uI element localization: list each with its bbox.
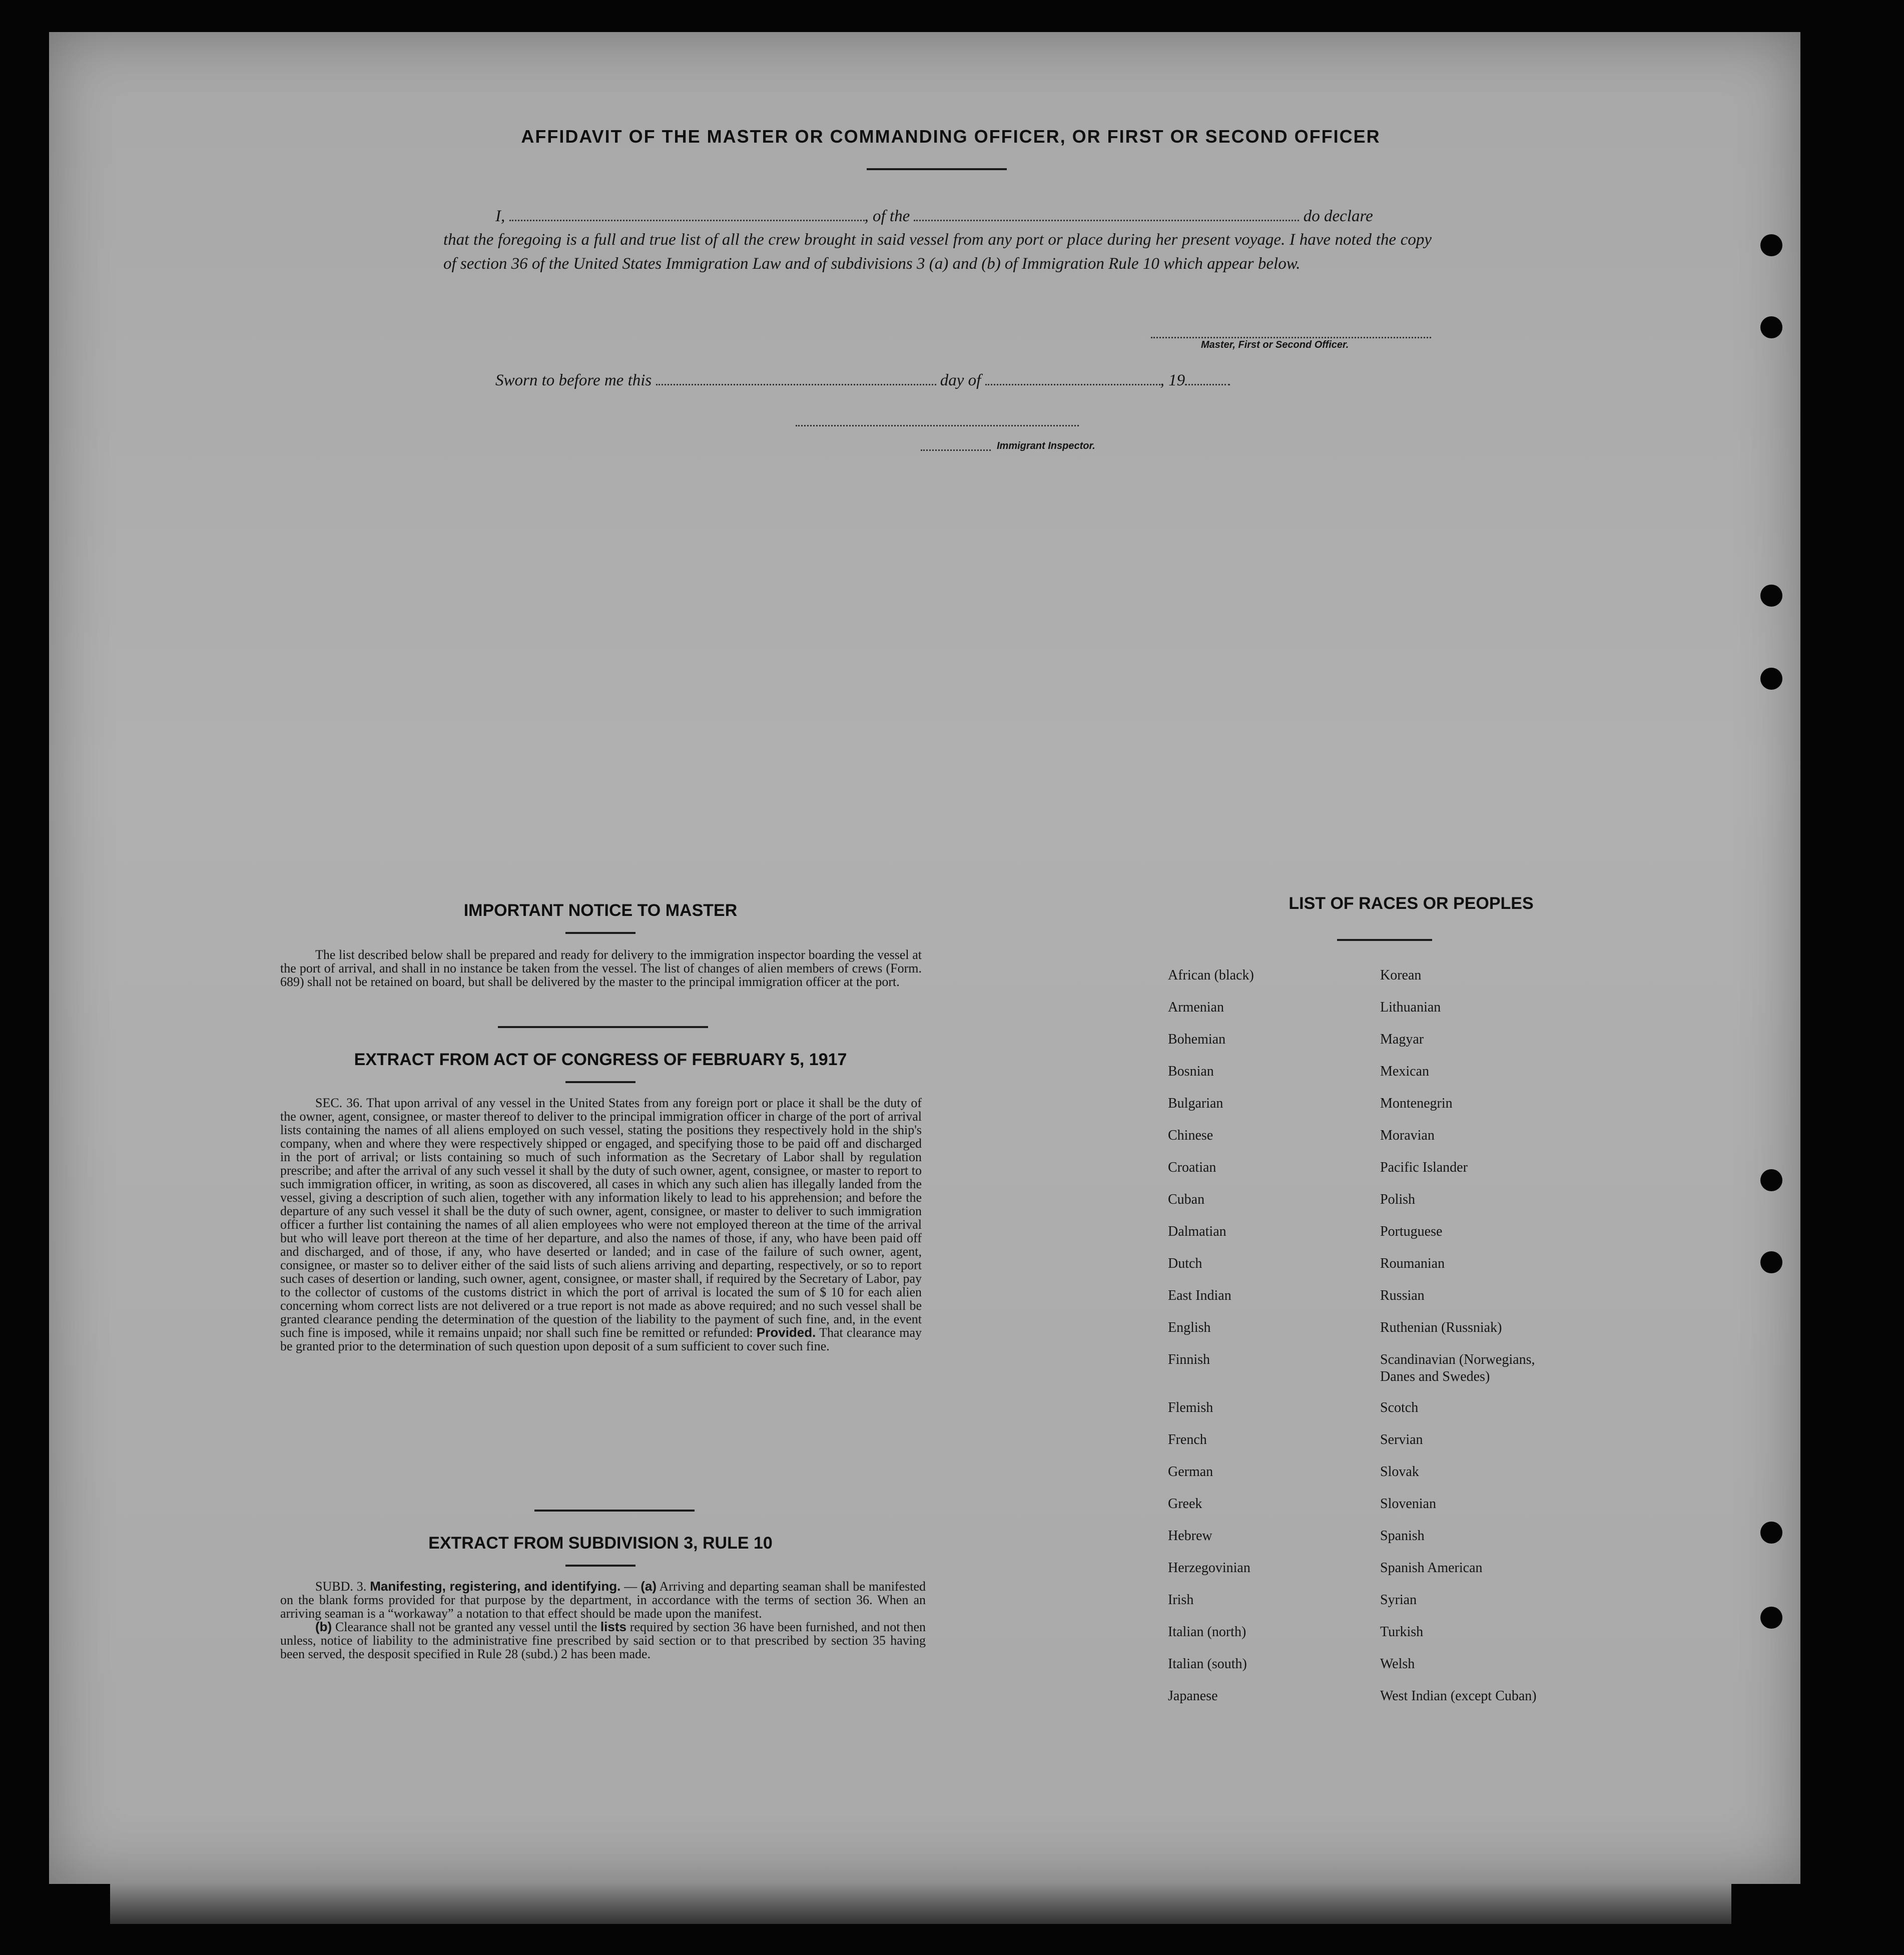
sworn-day-field[interactable] xyxy=(656,370,936,385)
extract-rule-text: SUBD. 3. Manifesting, registering, and identifying. — (a) Arriving and departing seaman shall be manifested on the blank forms provided for that purpose by the department, in accordance with the terms of section 36. When an arriving seaman is a “workaway” a notation to that effect should be made upon the manifest. (b) Clearance shall not be granted any vessel until the lists required by section 36 have been furnished, and not then unless, notice of liability to the administrative fine prescribed by said section or to that prescribed by section 35 having been served, the desposit specified in Rule 28 (subd.) 2 has been made. xyxy=(280,1579,926,1661)
race-item: Roumanian xyxy=(1380,1256,1445,1271)
signature-line xyxy=(1151,335,1431,338)
binder-hole xyxy=(1760,316,1782,338)
affidavit-body: that the foregoing is a full and true list of all the crew brought in said vessel from any port or place during her present voyage. I have noted the copy of section 36 of the United States Immigration Law and of subdivisions 3 (a) and (b) of Immigration Rule 10 which appear below. xyxy=(443,231,1432,273)
subd-heading: Manifesting, registering, and identifying. xyxy=(370,1579,621,1594)
divider xyxy=(565,1565,636,1567)
race-item: English xyxy=(1168,1320,1211,1335)
day-of-label: day of xyxy=(940,371,981,389)
race-item: Montenegrin xyxy=(1380,1096,1453,1111)
race-item: Ruthenian (Russniak) xyxy=(1380,1320,1502,1335)
race-item: Polish xyxy=(1380,1192,1416,1207)
race-item: Greek xyxy=(1168,1496,1202,1512)
race-item: Slovak xyxy=(1380,1464,1419,1480)
race-item: Irish xyxy=(1168,1592,1194,1608)
affidavit-title: AFFIDAVIT OF THE MASTER OR COMMANDING OFFICER, OR FIRST OR SECOND OFFICER xyxy=(521,126,1381,147)
race-item: Lithuanian xyxy=(1380,1000,1441,1015)
race-item: Turkish xyxy=(1380,1624,1424,1640)
race-item: Bohemian xyxy=(1168,1032,1226,1047)
b-lists: lists xyxy=(600,1619,626,1634)
race-item: Dalmatian xyxy=(1168,1224,1226,1239)
race-item: Herzegovinian xyxy=(1168,1560,1250,1576)
page-bottom-edge xyxy=(110,1884,1731,1924)
sec-36-text-end: That clearance may be granted prior to the determination of such question upon deposit of a sum sufficient to cover such fine. xyxy=(280,1325,922,1353)
race-item: Servian xyxy=(1380,1432,1423,1447)
binder-hole xyxy=(1760,1607,1782,1629)
races-title: LIST OF RACES OR PEOPLES xyxy=(1289,894,1534,913)
provided-label: Provided. xyxy=(756,1325,816,1340)
i-label: I, xyxy=(495,207,505,225)
race-item: Japanese xyxy=(1168,1688,1218,1704)
notice-paragraph: The list described below shall be prepared and ready for delivery to the immigration inspector boarding the vessel at the port of arrival, and shall in no instance be taken from the vessel. The list of changes of alien members of crews (Form. 689) shall not be retained on board, but shall be delivered by the master to the principal immigration officer at the port. xyxy=(280,947,922,989)
divider xyxy=(1337,939,1432,941)
binder-hole xyxy=(1760,234,1782,256)
race-item: Moravian xyxy=(1380,1128,1435,1143)
notice-text xyxy=(280,948,922,989)
race-item: French xyxy=(1168,1432,1207,1447)
b-label: (b) xyxy=(315,1619,332,1634)
race-item: Mexican xyxy=(1380,1064,1429,1079)
year-label: , 19 xyxy=(1160,371,1185,389)
vessel-field[interactable] xyxy=(914,206,1299,221)
of-the-label: , of the xyxy=(864,207,910,225)
race-item: Bosnian xyxy=(1168,1064,1214,1079)
race-item: Pacific Islander xyxy=(1380,1160,1468,1175)
divider xyxy=(867,168,1007,170)
race-item: Italian (north) xyxy=(1168,1624,1246,1640)
race-item: Hebrew xyxy=(1168,1528,1212,1544)
divider xyxy=(534,1510,695,1512)
divider xyxy=(565,1081,636,1083)
binder-hole xyxy=(1760,668,1782,690)
race-item: Welsh xyxy=(1380,1656,1415,1672)
race-item: Syrian xyxy=(1380,1592,1417,1608)
extract-act-text xyxy=(280,1096,922,1353)
race-item: German xyxy=(1168,1464,1213,1480)
inspector-caption: Immigrant Inspector. xyxy=(997,440,1095,451)
race-item: Russian xyxy=(1380,1288,1425,1303)
a-label: (a) xyxy=(641,1579,657,1594)
a-text: Arriving and departing seaman shall be manifested on the blank forms provided for that purpose by the department, in accordance with the terms of section 36. When an arriving seaman is a “workaway” a notation to that effect should be made upon the manifest. xyxy=(280,1579,926,1621)
binder-hole xyxy=(1760,1251,1782,1273)
race-item: Finnish xyxy=(1168,1352,1210,1367)
race-item: Scandinavian (Norwegians, Danes and Swedes) xyxy=(1380,1352,1535,1384)
affidavit-declaration-line xyxy=(495,204,1431,228)
race-item: Korean xyxy=(1380,967,1422,983)
race-item: Dutch xyxy=(1168,1256,1202,1271)
race-item: Croatian xyxy=(1168,1160,1216,1175)
race-item: Flemish xyxy=(1168,1400,1213,1415)
name-field[interactable] xyxy=(509,206,865,221)
race-item: Chinese xyxy=(1168,1128,1213,1143)
sworn-line xyxy=(495,368,1346,392)
race-item: Slovenian xyxy=(1380,1496,1436,1512)
do-declare-label: do declare xyxy=(1303,207,1373,225)
extract-rule-title: EXTRACT FROM SUBDIVISION 3, RULE 10 xyxy=(428,1534,773,1553)
race-item: Spanish xyxy=(1380,1528,1425,1544)
race-item: Armenian xyxy=(1168,1000,1224,1015)
notice-title: IMPORTANT NOTICE TO MASTER xyxy=(463,901,738,920)
race-item: Italian (south) xyxy=(1168,1656,1247,1672)
race-item: West Indian (except Cuban) xyxy=(1380,1688,1537,1704)
race-item: Bulgarian xyxy=(1168,1096,1223,1111)
race-item: Scotch xyxy=(1380,1400,1419,1415)
sec-36-text: SEC. 36. That upon arrival of any vessel in the United States from any foreign port or place it shall be the duty of the owner, agent, consignee, or master thereof to deliver to the principal immigration officer in charge of the port of arrival lists containing the names of all aliens employed on such vessel, stating the positions they respectively hold in the ship's company, when and where they were respectively shipped or engaged, and specifying those to be paid off and discharged in the port of arrival; or lists containing so much of such information as the Secretary of Labor shall by regulation prescribe; and after the arrival of any such vessel it shall by the duty of such owner, agent, consignee, or master to report to such immigration officer, in writing, as soon as discovered, all cases in which any such alien has illegally landed from the vessel, giving a description of such alien, together with any information likely to lead to his apprehension; and before the departure of any such vessel it shall be the duty of such owner, agent, consignee, or master to deliver to such immigration officer a further list containing the names of all alien employees who were not employed thereon at the time of the arrival but who will leave port thereon at the time of her departure, and also the names of those, if any, who have been paid off and discharged, and of those, if any, who have deserted or landed; and in case of the failure of such owner, agent, consignee, or master so to deliver either of the said lists of such aliens arriving and departing, respectively, or so to report such cases of desertion or landing, such owner, agent, consignee, or master shall, if required by the Secretary of Labor, pay to the collector of customs of the customs district in which the port of arrival is located the sum of $ 10 for each alien concerning whom correct lists are not delivered or a true report is not made as above required; and no such vessel shall be granted clearance pending the determination of the question of the liability to the payment of such fine, and, in the event such fine is imposed, while it remains unpaid; nor shall such fine be remitted or refunded: xyxy=(280,1096,922,1340)
inspector-line-short xyxy=(921,444,991,451)
divider xyxy=(498,1026,708,1028)
binder-hole xyxy=(1760,585,1782,607)
race-item: Cuban xyxy=(1168,1192,1205,1207)
b-text-end: required by section 36 have been furnished, and not then unless, notice of liability to the administrative fine prescribed by said section or to that prescribed by section 35 having been served, the desposit specified in Rule 28 (subd.) 2 has been made. xyxy=(280,1620,926,1661)
race-item: Magyar xyxy=(1380,1032,1424,1047)
race-item: Spanish American xyxy=(1380,1560,1483,1576)
binder-hole xyxy=(1760,1169,1782,1191)
race-item: African (black) xyxy=(1168,967,1254,983)
sworn-label: Sworn to before me this xyxy=(495,371,652,389)
divider xyxy=(565,932,636,934)
extract-act-title: EXTRACT FROM ACT OF CONGRESS OF FEBRUARY 5, 1917 xyxy=(354,1050,847,1069)
subd-label: SUBD. 3. xyxy=(315,1579,367,1594)
inspector-line xyxy=(796,423,1079,426)
race-item: Portuguese xyxy=(1380,1224,1443,1239)
sworn-year-field[interactable] xyxy=(1185,370,1230,385)
signature-caption: Master, First or Second Officer. xyxy=(1201,339,1349,350)
race-item: East Indian xyxy=(1168,1288,1231,1303)
sworn-month-field[interactable] xyxy=(985,370,1160,385)
b-text: Clearance shall not be granted any vessel until the xyxy=(335,1620,597,1634)
binder-hole xyxy=(1760,1522,1782,1544)
